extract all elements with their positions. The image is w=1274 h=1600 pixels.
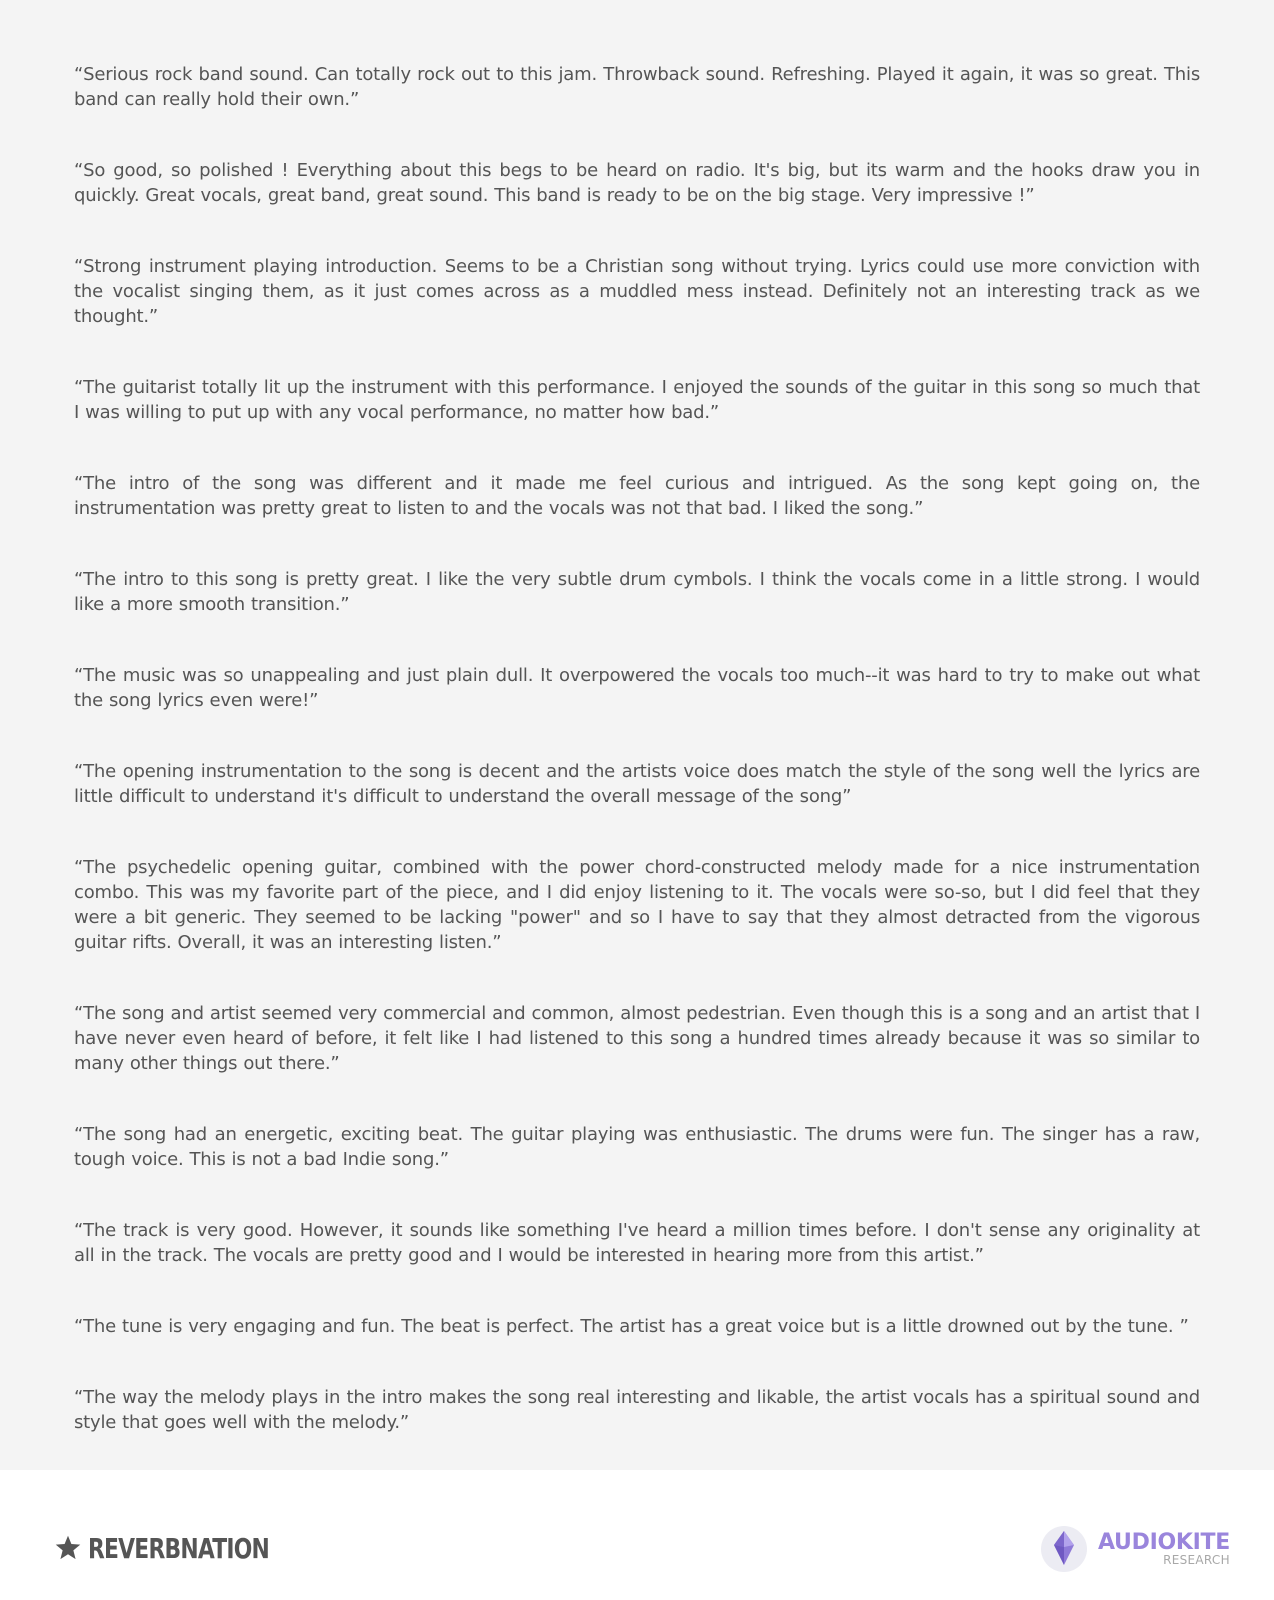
- quote-12: “The track is very good. However, it sounds like something I've heard a million times before. I don't sense any originality at all in the track. The vocals are pretty good and I would be interested in hearing more from this artist.”: [74, 1220, 1200, 1266]
- audiokite-text: [1098, 1532, 1230, 1566]
- quote-list: [74, 62, 1200, 1435]
- gem-icon: [1040, 1525, 1088, 1573]
- quote-7: “The music was so unappealing and just plain dull. It overpowered the vocals too much--it was hard to try to make out what the song lyrics even were!”: [74, 665, 1200, 711]
- star-icon: [54, 1534, 82, 1562]
- quote-14: “The way the melody plays in the intro makes the song real interesting and likable, the artist vocals has a spiritual sound and style that goes well with the melody.”: [74, 1387, 1200, 1433]
- quote-4: “The guitarist totally lit up the instrument with this performance. I enjoyed the sounds of the guitar in this song so much that I was willing to put up with any vocal performance, no matter how bad.”: [74, 377, 1200, 423]
- audiokite-wordmark: AUDIOKITE: [1098, 1530, 1230, 1555]
- quote-11: “The song had an energetic, exciting beat. The guitar playing was enthusiastic. The drums were fun. The singer has a raw, tough voice. This is not a bad Indie song.”: [74, 1124, 1200, 1170]
- quote-2: “So good, so polished ! Everything about this begs to be heard on radio. It's big, but its warm and the hooks draw you in quickly. Great vocals, great band, great sound. This band is ready to be on the big stage. Very impressive !”: [74, 160, 1200, 206]
- quote-9: “The psychedelic opening guitar, combined with the power chord-constructed melody made for a nice instrumentation combo. This was my favorite part of the piece, and I did enjoy listening to it. The vocals were so-so, but I did feel that they were a bit generic. They seemed to be lacking "power" and so I have to say that they almost detracted from the vigorous guitar rifts. Overall, it was an interesting listen.”: [74, 857, 1200, 953]
- quote-3: “Strong instrument playing introduction. Seems to be a Christian song without trying. Lyrics could use more conviction with the vocalist singing them, as it just comes across as a muddled mess instead. Definitely not an interesting track as we thought.”: [74, 256, 1200, 327]
- quote-10: “The song and artist seemed very commercial and common, almost pedestrian. Even though this is a song and an artist that I have never even heard of before, it felt like I had listened to this song a hundred times already because it was so similar to many other things out there.”: [74, 1003, 1200, 1074]
- quote-5: “The intro of the song was different and it made me feel curious and intrigued. As the song kept going on, the instrumentation was pretty great to listen to and the vocals was not that bad. I liked the song.”: [74, 473, 1200, 519]
- quote-8: “The opening instrumentation to the song is decent and the artists voice does match the style of the song well the lyrics are little difficult to understand it's difficult to understand the overall message of the song”: [74, 761, 1200, 807]
- quote-6: “The intro to this song is pretty great. I like the very subtle drum cymbols. I think the vocals come in a little strong. I would like a more smooth transition.”: [74, 569, 1200, 615]
- audiokite-subtext: RESEARCH: [1163, 1553, 1230, 1567]
- audiokite-logo: [1040, 1524, 1230, 1574]
- reverbnation-logo: [54, 1531, 320, 1565]
- quote-13: “The tune is very engaging and fun. The beat is perfect. The artist has a great voice but is a little drowned out by the tune. ”: [74, 1316, 1189, 1337]
- quote-1: “Serious rock band sound. Can totally rock out to this jam. Throwback sound. Refreshing. Played it again, it was so great. This band can really hold their own.”: [74, 64, 1200, 110]
- reverbnation-wordmark: REVERBNATION: [88, 1531, 270, 1565]
